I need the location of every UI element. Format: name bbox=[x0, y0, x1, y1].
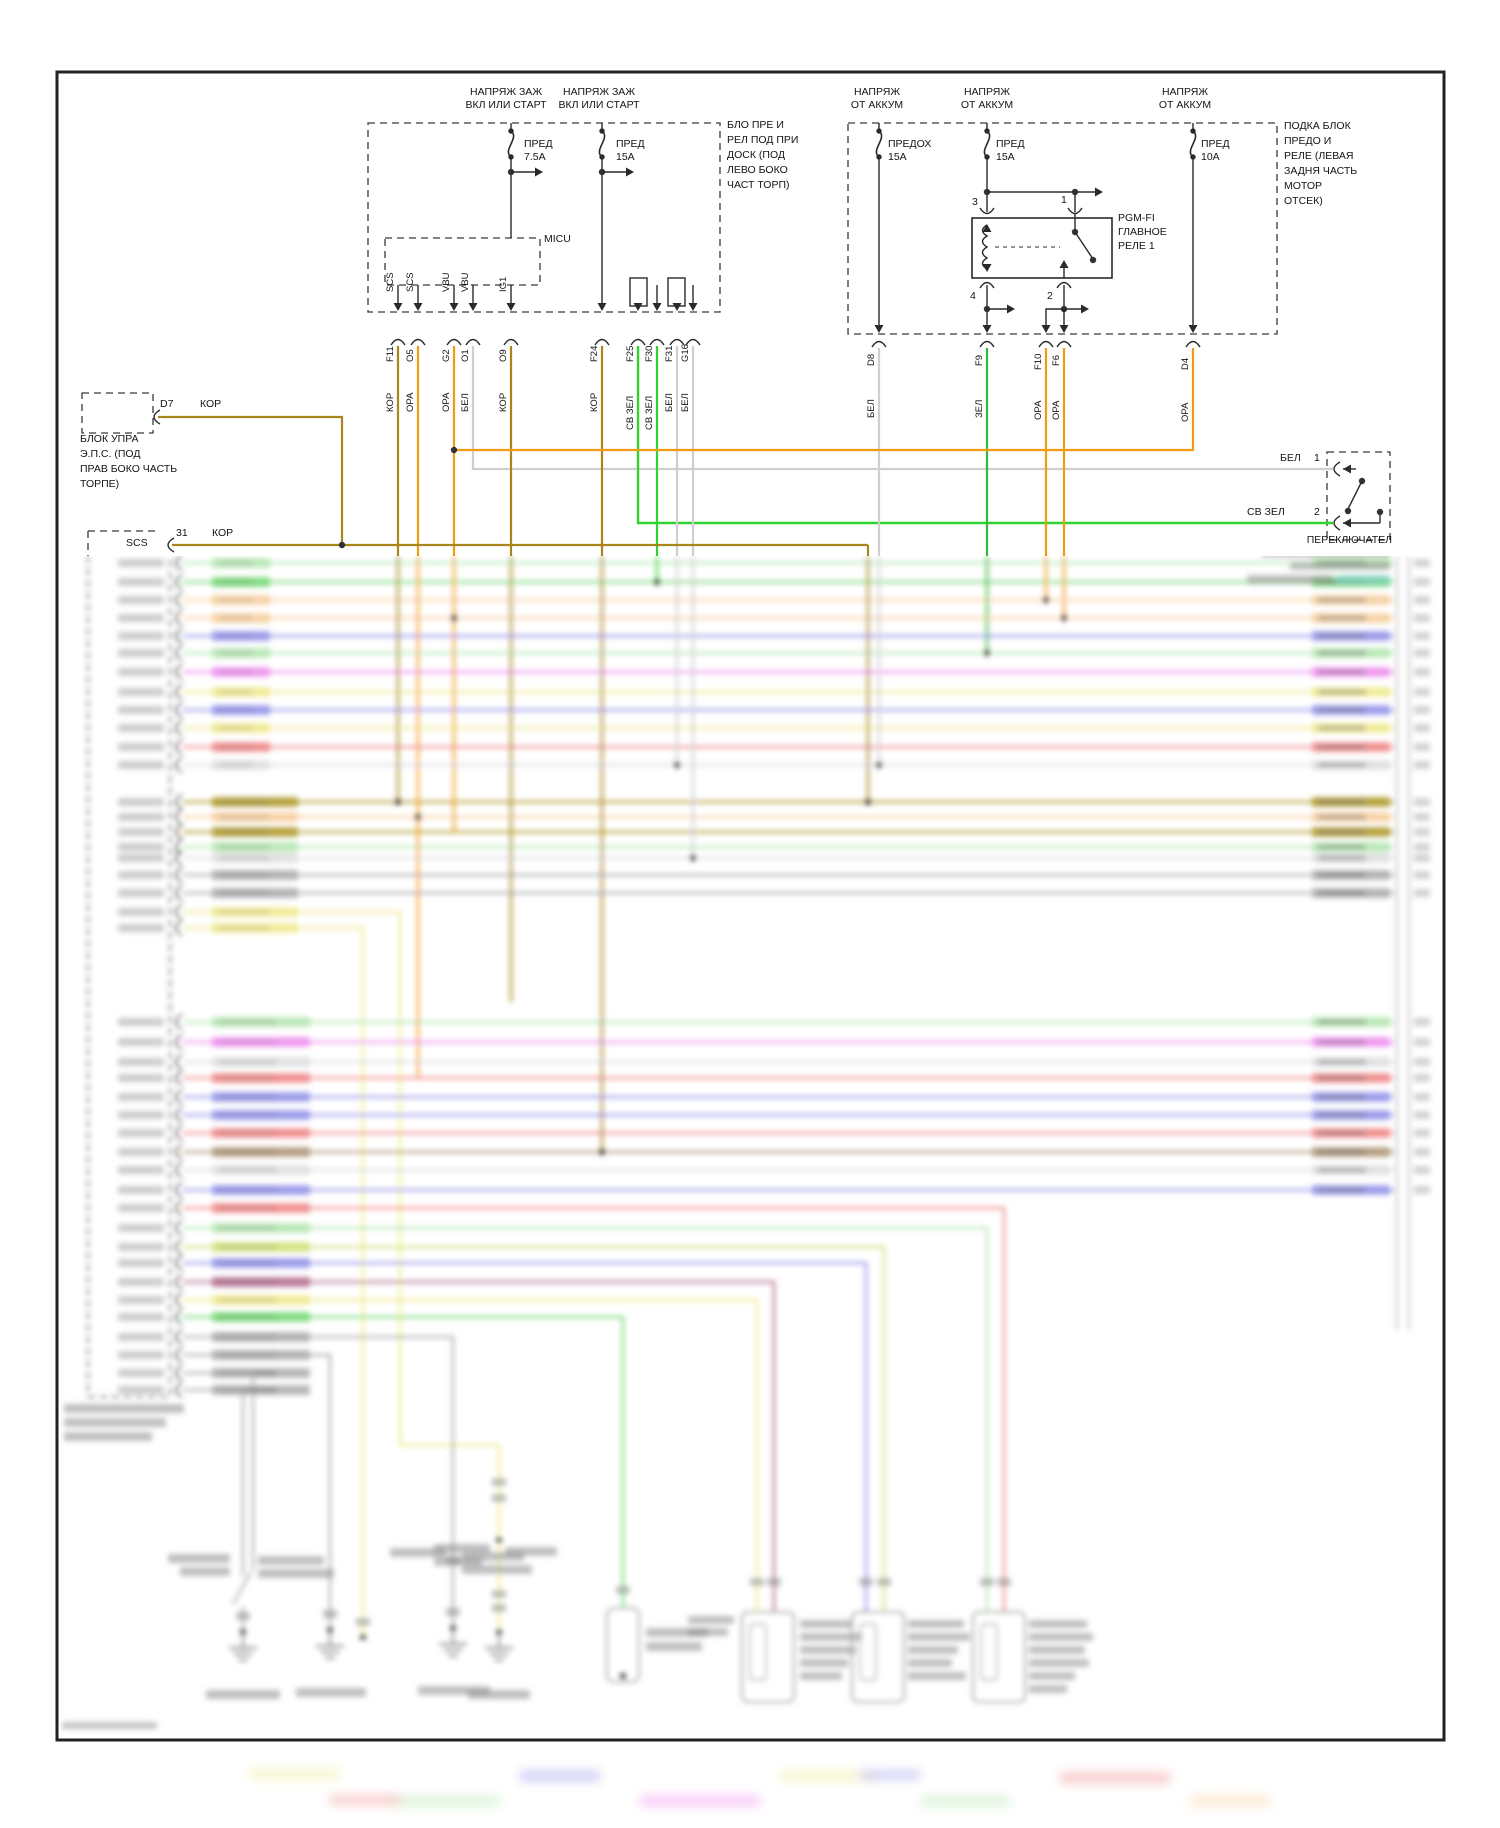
diagram-label-10A: 10A bbox=[1201, 151, 1220, 163]
wire-pin-label-ОРА: ОРА bbox=[1051, 400, 1062, 420]
diagram-label-ПРАВ-БОКО-ЧАСТЬ: ПРАВ БОКО ЧАСТЬ bbox=[80, 463, 178, 475]
wire-pin-label-БЕЛ: БЕЛ bbox=[680, 393, 691, 412]
diagram-label-ОТСЕК): ОТСЕК) bbox=[1284, 195, 1323, 207]
wire-pin-label-ОРА: ОРА bbox=[1033, 400, 1044, 420]
wire-pin-label-БЕЛ: БЕЛ bbox=[664, 393, 675, 412]
diagram-label-ТОРПЕ): ТОРПЕ) bbox=[80, 478, 120, 490]
diagram-label-БЛО-ПРЕ-И: БЛО ПРЕ И bbox=[727, 119, 784, 131]
diagram-label-15A: 15A bbox=[996, 151, 1015, 163]
diagram-label-1: 1 bbox=[1314, 452, 1320, 464]
diagram-label-ПРЕД: ПРЕД bbox=[524, 138, 553, 150]
diagram-label-ПРЕДО-И: ПРЕДО И bbox=[1284, 135, 1332, 147]
diagram-label-НАПРЯЖ: НАПРЯЖ bbox=[1161, 86, 1209, 98]
diagram-label-МОТОР: МОТОР bbox=[1284, 180, 1323, 192]
wire-pin-label-ЗЕЛ: ЗЕЛ bbox=[974, 399, 985, 418]
diagram-label-РЕЛЕ-1: РЕЛЕ 1 bbox=[1118, 240, 1155, 252]
diagram-label-SCS: SCS bbox=[126, 537, 148, 549]
diagram-label-ДОСК-(ПОД: ДОСК (ПОД bbox=[727, 149, 785, 161]
diagram-label-ОТ-АККУМ: ОТ АККУМ bbox=[960, 99, 1014, 111]
diagram-label-ПЕРЕКЛЮЧАТЕЛ: ПЕРЕКЛЮЧАТЕЛ bbox=[1306, 534, 1392, 546]
wire-pin-label-D8: D8 bbox=[866, 353, 877, 366]
diagram-label-2: 2 bbox=[1314, 506, 1320, 518]
diagram-label-7.5A: 7.5A bbox=[524, 151, 546, 163]
wire-pin-label-ОРА: ОРА bbox=[1180, 402, 1191, 422]
diagram-label-ОТ-АККУМ: ОТ АККУМ bbox=[1158, 99, 1212, 111]
wire-pin-label-D4: D4 bbox=[1180, 357, 1191, 370]
diagram-label-РЕЛ-ПОД-ПРИ: РЕЛ ПОД ПРИ bbox=[727, 134, 799, 146]
diagram-label-НАПРЯЖ-ЗАЖ: НАПРЯЖ ЗАЖ bbox=[469, 86, 543, 98]
diagram-label-MICU: MICU bbox=[544, 233, 571, 245]
wire-pin-label-ОРА: ОРА bbox=[405, 392, 416, 412]
wire-pin-label-F24: F24 bbox=[589, 345, 600, 362]
diagram-label-ПРЕД: ПРЕД bbox=[1201, 138, 1230, 150]
wire-pin-label-F9: F9 bbox=[974, 354, 985, 366]
diagram-label-БЕЛ: БЕЛ bbox=[1280, 452, 1301, 464]
wire-pin-label-VBU: VBU bbox=[441, 272, 452, 292]
diagram-label-БЛОК-УПРА: БЛОК УПРА bbox=[80, 433, 139, 445]
wire-pin-label-F31: F31 bbox=[664, 345, 675, 362]
wire-pin-label-КОР: КОР bbox=[589, 392, 600, 412]
diagram-label-ПРЕД: ПРЕД bbox=[616, 138, 645, 150]
wire-pin-label-F30: F30 bbox=[644, 345, 655, 362]
wire-pin-label-SCS: SCS bbox=[405, 272, 416, 292]
wire-pin-label-F25: F25 bbox=[625, 345, 636, 362]
wire-pin-label-G2: G2 bbox=[441, 349, 452, 362]
diagram-label-РЕЛЕ-(ЛЕВАЯ: РЕЛЕ (ЛЕВАЯ bbox=[1284, 150, 1354, 162]
wire-pin-label-СВ-ЗЕЛ: СВ ЗЕЛ bbox=[644, 395, 655, 430]
diagram-label-4: 4 bbox=[970, 290, 976, 302]
diagram-label-НАПРЯЖ-ЗАЖ: НАПРЯЖ ЗАЖ bbox=[562, 86, 636, 98]
wire-pin-label-SCS: SCS bbox=[385, 272, 396, 292]
wire-pin-label-O5: O5 bbox=[405, 349, 416, 362]
wire-pin-label-F6: F6 bbox=[1051, 354, 1062, 366]
wire-pin-label-F11: F11 bbox=[385, 346, 396, 362]
diagram-label-ПОДКА-БЛОК: ПОДКА БЛОК bbox=[1284, 120, 1351, 132]
diagram-label-PGM-FI: PGM-FI bbox=[1118, 212, 1155, 224]
wire-pin-label-IG1: IG1 bbox=[498, 276, 509, 292]
wire-pin-label-БЕЛ: БЕЛ bbox=[460, 393, 471, 412]
wire-pin-label-VBU: VBU bbox=[460, 272, 471, 292]
diagram-label-ЛЕВО-БОКО: ЛЕВО БОКО bbox=[727, 164, 788, 176]
wire-pin-label-БЕЛ: БЕЛ bbox=[866, 399, 877, 418]
diagram-label-ПРЕД: ПРЕД bbox=[996, 138, 1025, 150]
diagram-label-31: 31 bbox=[176, 527, 188, 539]
diagram-label-D7: D7 bbox=[160, 398, 174, 410]
wire-pin-label-G16: G16 bbox=[680, 344, 691, 362]
diagram-label-НАПРЯЖ: НАПРЯЖ bbox=[963, 86, 1011, 98]
diagram-label-ЧАСТ-ТОРП): ЧАСТ ТОРП) bbox=[727, 179, 790, 191]
diagram-label-15A: 15A bbox=[888, 151, 907, 163]
diagram-label-ВКЛ-ИЛИ-СТАРТ: ВКЛ ИЛИ СТАРТ bbox=[465, 99, 547, 111]
diagram-label-СВ-ЗЕЛ: СВ ЗЕЛ bbox=[1247, 506, 1285, 518]
diagram-label-Э.П.С.-(ПОД: Э.П.С. (ПОД bbox=[80, 448, 141, 460]
diagram-label-15A: 15A bbox=[616, 151, 635, 163]
diagram-label-ГЛАВНОЕ: ГЛАВНОЕ bbox=[1118, 226, 1167, 238]
diagram-label-КОР: КОР bbox=[200, 398, 222, 410]
diagram-label-НАПРЯЖ: НАПРЯЖ bbox=[853, 86, 901, 98]
wire-pin-label-O1: O1 bbox=[460, 349, 471, 362]
diagram-label-1: 1 bbox=[1061, 194, 1067, 206]
wire-pin-label-F10: F10 bbox=[1033, 353, 1044, 370]
diagram-label-КОР: КОР bbox=[212, 527, 234, 539]
wire-pin-label-СВ-ЗЕЛ: СВ ЗЕЛ bbox=[625, 395, 636, 430]
wire-pin-label-O9: O9 bbox=[498, 349, 509, 362]
diagram-label-2: 2 bbox=[1047, 290, 1053, 302]
diagram-label-ПРЕДОХ: ПРЕДОХ bbox=[888, 138, 932, 150]
diagram-label-3: 3 bbox=[972, 196, 978, 208]
diagram-label-ВКЛ-ИЛИ-СТАРТ: ВКЛ ИЛИ СТАРТ bbox=[558, 99, 640, 111]
diagram-label-ЗАДНЯ-ЧАСТЬ: ЗАДНЯ ЧАСТЬ bbox=[1284, 165, 1358, 177]
wire-pin-label-ОРА: ОРА bbox=[441, 392, 452, 412]
wire-pin-label-КОР: КОР bbox=[385, 392, 396, 412]
wire-pin-label-КОР: КОР bbox=[498, 392, 509, 412]
diagram-label-ОТ-АККУМ: ОТ АККУМ bbox=[850, 99, 904, 111]
